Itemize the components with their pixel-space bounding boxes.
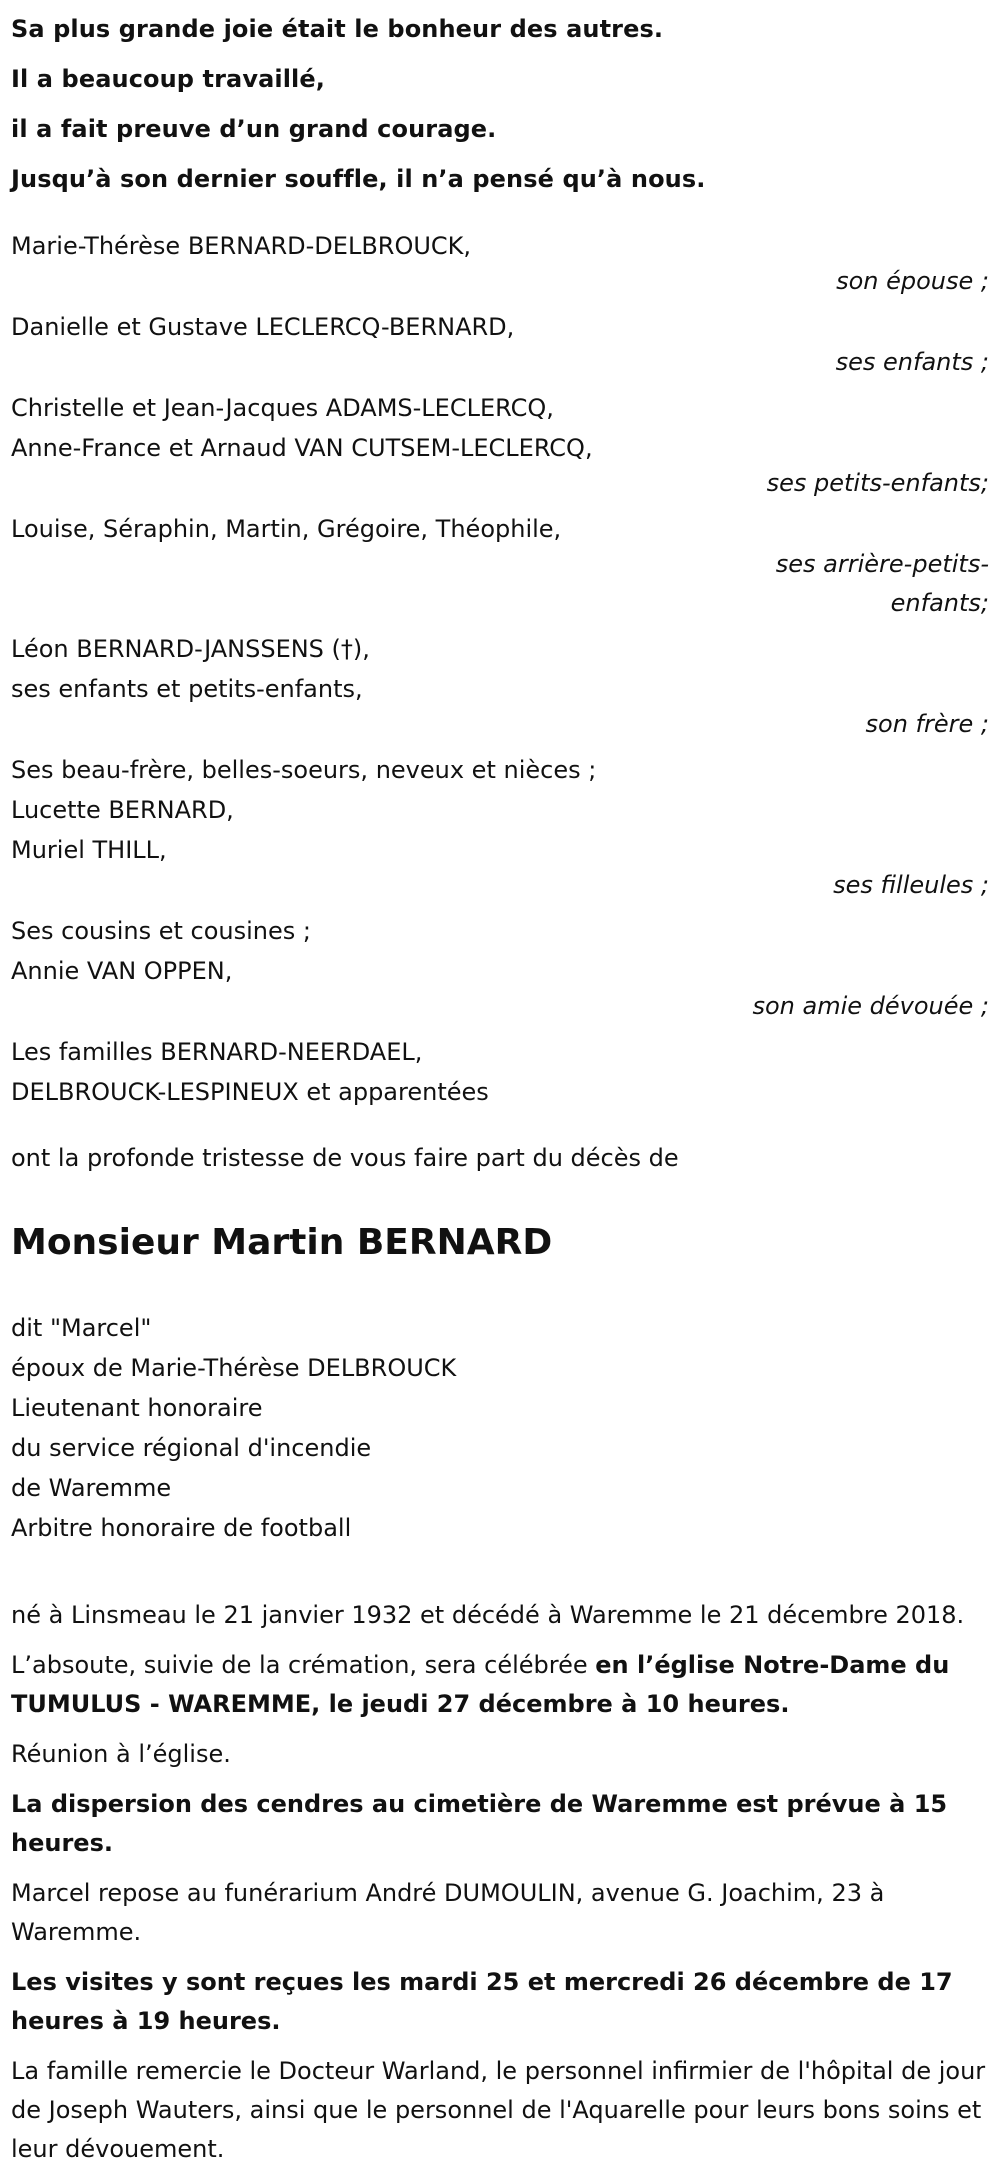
family-name: Muriel THILL, [11, 836, 167, 864]
family-group-friend [11, 911, 990, 1026]
family-group-relatives [11, 1032, 990, 1112]
family-role: ses petits-enfants; [766, 469, 989, 497]
announcement-text: ont la profonde tristesse de vous faire part du décès de [11, 1144, 679, 1172]
title-line: dit "Marcel" [11, 1314, 152, 1342]
family-name: Christelle et Jean-Jacques ADAMS-LECLERCQ, [11, 394, 554, 422]
family-name: Ses cousins et cousines ; [11, 917, 311, 945]
deceased-name: Monsieur Martin BERNARD [11, 1222, 553, 1263]
family-group-grandchildren [11, 388, 990, 503]
funeral-home-paragraph: Marcel repose au funérarium André DUMOULIN, avenue G. Joachim, 23 à Waremme. [11, 1879, 885, 1946]
family-name: ses enfants et petits-enfants, [11, 675, 363, 703]
ceremony-intro: L’absoute, suivie de la crémation, sera célébrée [11, 1651, 596, 1679]
quote-line: Jusqu’à son dernier souffle, il n’a pensé qu’à nous. [11, 165, 706, 193]
quote-line: Il a beaucoup travaillé, [11, 65, 325, 93]
family-role: ses filleules ; [833, 871, 989, 899]
title-line: époux de Marie-Thérèse DELBROUCK [11, 1354, 457, 1382]
family-name: Ses beau-frère, belles-soeurs, neveux et nièces ; [11, 756, 597, 784]
epitaph-quote [11, 4, 990, 204]
quote-line: Sa plus grande joie était le bonheur des autres. [11, 15, 664, 43]
family-list [11, 226, 990, 1112]
title-line: de Waremme [11, 1474, 172, 1502]
family-group-godchildren [11, 750, 990, 905]
family-group-brother [11, 629, 990, 744]
meeting-paragraph: Réunion à l’église. [11, 1740, 231, 1768]
family-role: son frère ; [865, 710, 989, 738]
title-line: du service régional d'incendie [11, 1434, 372, 1462]
family-role: ses enfants ; [835, 348, 989, 376]
deceased-titles [11, 1308, 990, 1548]
title-line: Lieutenant honoraire [11, 1394, 263, 1422]
family-role: son amie dévouée ; [752, 992, 989, 1020]
family-name: Marie-Thérèse BERNARD-DELBROUCK, [11, 232, 472, 260]
family-name: Louise, Séraphin, Martin, Grégoire, Théophile, [11, 515, 562, 543]
title-line: Arbitre honoraire de football [11, 1514, 352, 1542]
family-group-great-grandchildren [11, 509, 990, 623]
family-name: Lucette BERNARD, [11, 796, 234, 824]
family-group-children [11, 307, 990, 382]
family-name: Léon BERNARD-JANSSENS (†), [11, 635, 370, 663]
family-name: Annie VAN OPPEN, [11, 957, 233, 985]
dispersion-paragraph: La dispersion des cendres au cimetière de Waremme est prévue à 15 heures. [11, 1790, 948, 1857]
funeral-details [11, 1596, 990, 2169]
family-role: son épouse ; [836, 267, 989, 295]
family-name: DELBROUCK-LESPINEUX et apparentées [11, 1078, 489, 1106]
family-name: Les familles BERNARD-NEERDAEL, [11, 1038, 423, 1066]
ceremony-paragraph [11, 1646, 990, 1724]
birth-death-paragraph: né à Linsmeau le 21 janvier 1932 et décédé à Waremme le 21 décembre 2018. [11, 1601, 965, 1629]
visits-paragraph: Les visites y sont reçues les mardi 25 et mercredi 26 décembre de 17 heures à 19 heures. [11, 1968, 953, 2035]
family-name: Anne-France et Arnaud VAN CUTSEM-LECLERCQ, [11, 434, 593, 462]
family-role: ses arrière-petits-enfants; [775, 550, 989, 617]
quote-line: il a fait preuve d’un grand courage. [11, 115, 497, 143]
thanks-paragraph: La famille remercie le Docteur Warland, le personnel infirmier de l'hôpital de jour de Joseph Wauters, ainsi que le personnel de l'Aquarelle pour leurs bons soins et leur dévouement. [11, 2057, 986, 2163]
ceremony-location-time: en l’église Notre-Dame du TUMULUS - WAREMME, le jeudi 27 décembre à 10 heures. [11, 1651, 950, 1718]
family-name: Danielle et Gustave LECLERCQ-BERNARD, [11, 313, 515, 341]
obituary-page [0, 4, 1000, 2163]
family-group-spouse [11, 226, 990, 301]
